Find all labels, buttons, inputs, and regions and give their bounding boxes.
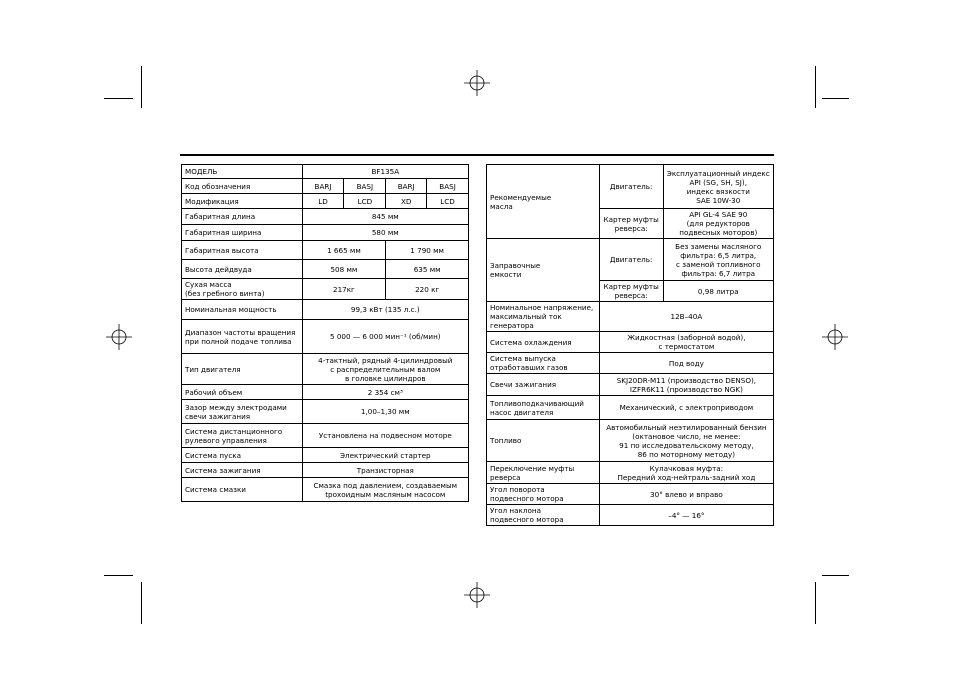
- row-label: Система смазки: [182, 478, 303, 502]
- row-label: Переключение муфты реверса: [487, 462, 600, 484]
- row-label: Сухая масса (без гребного винта): [182, 279, 303, 300]
- row-label: Рабочий объем: [182, 385, 303, 400]
- specifications-table-right: [486, 164, 774, 526]
- row-label: Топливоподкачивающий насос двигателя: [487, 396, 600, 420]
- row-label: Свечи зажигания: [487, 374, 600, 396]
- crop-mark: [141, 582, 142, 624]
- table-row: [487, 505, 774, 526]
- table-row: [182, 424, 469, 448]
- row-value: 1 665 мм: [302, 241, 386, 260]
- table-row: [487, 396, 774, 420]
- row-label: Система зажигания: [182, 463, 303, 478]
- row-label: Тип двигателя: [182, 354, 303, 385]
- table-row: [487, 239, 774, 281]
- row-value: 12В–40А: [599, 302, 773, 332]
- row-label: Система выпуска отработавших газов: [487, 353, 600, 374]
- crop-mark: [141, 66, 142, 108]
- row-value: 99,3 кВт (135 л.с.): [302, 300, 468, 320]
- row-label: Рекомендуемые масла: [487, 165, 600, 239]
- table-row: [182, 209, 469, 225]
- code-cell: BASJ: [427, 179, 469, 194]
- crop-mark: [104, 575, 133, 576]
- table-row: [182, 300, 469, 320]
- table-row: [487, 420, 774, 462]
- row-value: SKJ20DR-M11 (производство DENSO), IZFR6K11 (производство NGK): [599, 374, 773, 396]
- row-value: 0,98 литра: [663, 281, 773, 302]
- row-value: Транзисторная: [302, 463, 468, 478]
- crop-mark: [104, 98, 133, 99]
- row-label: Номинальная мощность: [182, 300, 303, 320]
- row-label: Угол поворота подвесного мотора: [487, 484, 600, 505]
- row-value: Установлена на подвесном моторе: [302, 424, 468, 448]
- row-label: Номинальное напряжение, максимальный ток генератора: [487, 302, 600, 332]
- header-rule: [180, 154, 774, 156]
- table-row: [182, 463, 469, 478]
- table-row: [182, 279, 469, 300]
- row-value: 217кг: [302, 279, 386, 300]
- row-label: Высота дейдвуда: [182, 260, 303, 279]
- table-row: [182, 179, 469, 194]
- row-value: 2 354 см³: [302, 385, 468, 400]
- code-cell: BARJ: [386, 179, 427, 194]
- crop-mark: [815, 582, 816, 624]
- row-label: Угол наклона подвесного мотора: [487, 505, 600, 526]
- row-label: Габаритная длина: [182, 209, 303, 225]
- sub-label: Двигатель:: [599, 165, 663, 209]
- row-value: –4° — 16°: [599, 505, 773, 526]
- row-value: 1 790 мм: [386, 241, 469, 260]
- row-label: МОДЕЛЬ: [182, 165, 303, 179]
- mod-cell: LCD: [427, 194, 469, 209]
- crop-mark: [815, 66, 816, 108]
- row-label: Код обозначения: [182, 179, 303, 194]
- row-value: 1,00–1,30 мм: [302, 400, 468, 424]
- row-label: Система дистанционного рулевого управления: [182, 424, 303, 448]
- table-row: [182, 225, 469, 241]
- table-row: [182, 165, 469, 179]
- table-row: [182, 194, 469, 209]
- table-row: [487, 165, 774, 209]
- row-label: Топливо: [487, 420, 600, 462]
- row-label: Габаритная высота: [182, 241, 303, 260]
- row-label: Диапазон частоты вращения при полной подаче топлива: [182, 320, 303, 354]
- sub-label: Двигатель:: [599, 239, 663, 281]
- crop-mark: [822, 575, 849, 576]
- row-value: 4-тактный, рядный 4-цилиндровый с распределительным валом в головке цилиндров: [302, 354, 468, 385]
- row-value: Электрический стартер: [302, 448, 468, 463]
- code-cell: BARJ: [302, 179, 344, 194]
- row-value: Жидкостная (заборной водой), с термостатом: [599, 332, 773, 353]
- table-row: [487, 462, 774, 484]
- registration-mark-icon: [106, 324, 132, 350]
- row-value: 30° влево и вправо: [599, 484, 773, 505]
- row-value: 5 000 — 6 000 мин⁻¹ (об/мин): [302, 320, 468, 354]
- table-row: [182, 354, 469, 385]
- row-value: 845 мм: [302, 209, 468, 225]
- sub-label: Картер муфты реверса:: [599, 209, 663, 239]
- row-value: Кулачковая муфта: Передний ход-нейтраль-задний ход: [599, 462, 773, 484]
- table-row: [487, 302, 774, 332]
- mod-cell: XD: [386, 194, 427, 209]
- row-value: 220 кг: [386, 279, 469, 300]
- row-label: Система пуска: [182, 448, 303, 463]
- row-value: Автомобильный неэтилированный бензин (октановое число, не менее: 91 по исследовательскому методу, 86 по моторному методу): [599, 420, 773, 462]
- table-row: [182, 320, 469, 354]
- row-value: Под воду: [599, 353, 773, 374]
- row-value: 635 мм: [386, 260, 469, 279]
- table-row: [182, 400, 469, 424]
- row-value: Эксплуатационный индекс API (SG, SH, SJ), индекс вязкости SAE 10W-30: [663, 165, 773, 209]
- table-row: [487, 484, 774, 505]
- code-cell: BASJ: [344, 179, 386, 194]
- row-value: 508 мм: [302, 260, 386, 279]
- specifications-table-left: [181, 164, 469, 502]
- model-value: BF135A: [302, 165, 468, 179]
- row-label: Система охлаждения: [487, 332, 600, 353]
- crop-mark: [822, 98, 849, 99]
- row-value: API GL-4 SAE 90 (для редукторов подвесных моторов): [663, 209, 773, 239]
- row-label: Заправочные емкости: [487, 239, 600, 302]
- registration-mark-icon: [464, 582, 490, 608]
- row-value: Без замены масляного фильтра: 6,5 литра, с заменой топливного фильтра: 6,7 литра: [663, 239, 773, 281]
- registration-mark-icon: [822, 324, 848, 350]
- table-row: [487, 374, 774, 396]
- mod-cell: LD: [302, 194, 344, 209]
- row-value: Механический, с электроприводом: [599, 396, 773, 420]
- table-row: [182, 241, 469, 260]
- mod-cell: LCD: [344, 194, 386, 209]
- table-row: [182, 260, 469, 279]
- sub-label: Картер муфты реверса:: [599, 281, 663, 302]
- row-value: 580 мм: [302, 225, 468, 241]
- table-row: [487, 353, 774, 374]
- row-label: Зазор между электродами свечи зажигания: [182, 400, 303, 424]
- table-row: [182, 385, 469, 400]
- table-row: [182, 478, 469, 502]
- row-label: Модификация: [182, 194, 303, 209]
- registration-mark-icon: [464, 70, 490, 96]
- table-row: [182, 448, 469, 463]
- row-value: Смазка под давлением, создаваемым tрохоидным масляным насосом: [302, 478, 468, 502]
- table-row: [487, 332, 774, 353]
- row-label: Габаритная ширина: [182, 225, 303, 241]
